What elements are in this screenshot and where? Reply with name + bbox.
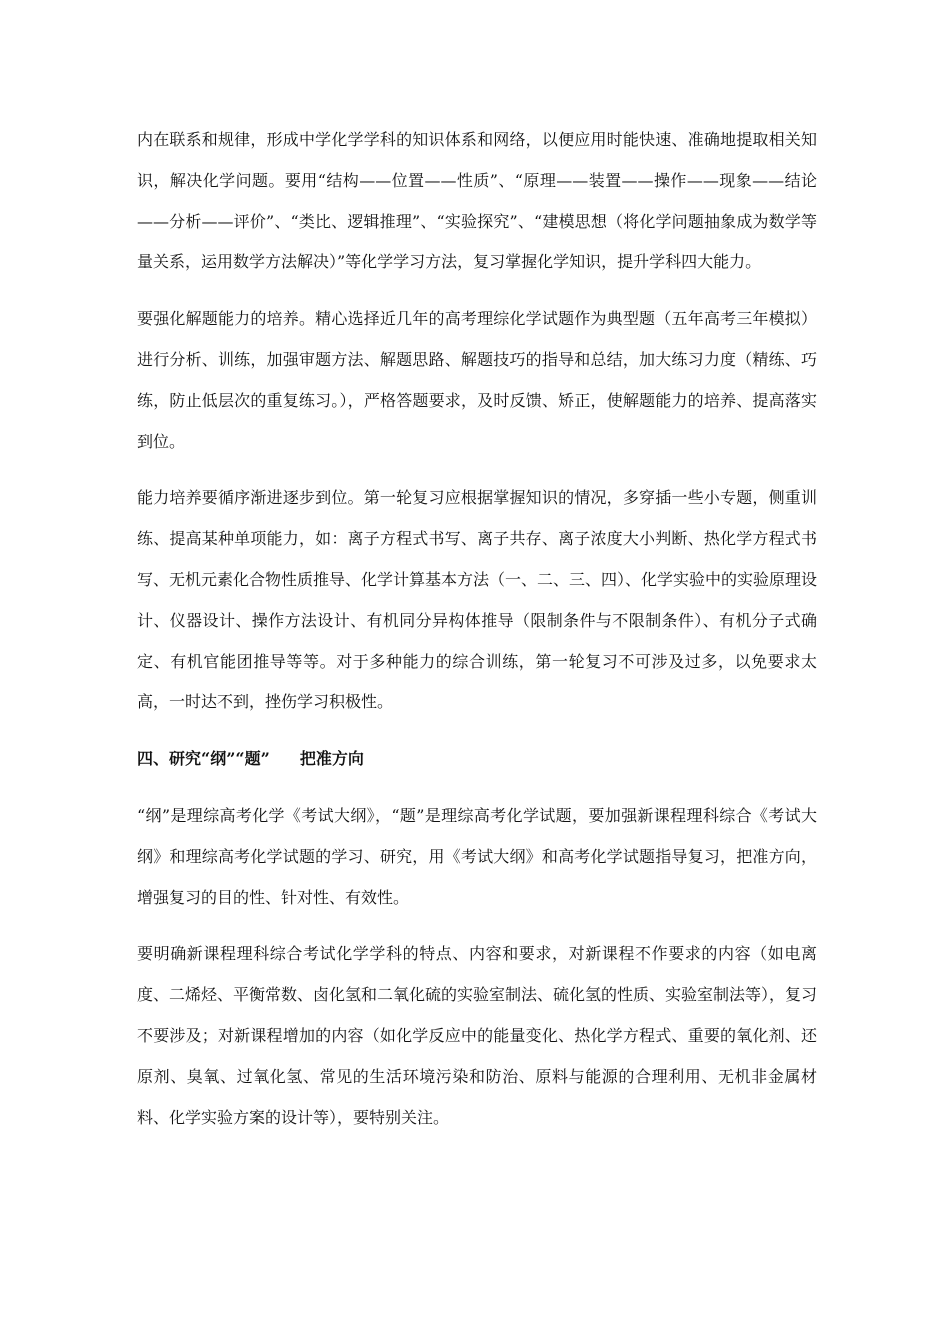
paragraph-outline-and-questions: “纲”是理综高考化学《考试大纲》，“题”是理综高考化学试题，要加强新课程理科综合《考试大纲》和理综高考化学试题的学习、研究，用《考试大纲》和高考化学试题指导复习，把准方向，增强复习的目的性、针对性、有效性。 (137, 805, 817, 907)
paragraph-knowledge-system: 内在联系和规律，形成中学化学学科的知识体系和网络，以便应用时能快速、准确地提取相关知识，解决化学问题。要用“结构——位置——性质”、“原理——装置——操作——现象——结论——分析——评价”、“类比、逻辑推理”、“实验探究”、“建模思想（将化学问题抽象成为数学等量关系，运用数学方法解决）”等化学学习方法，复习掌握化学知识，提升学科四大能力。 (137, 130, 817, 272)
section-heading (137, 739, 817, 780)
paragraph-curriculum-requirements: 要明确新课程理科综合考试化学学科的特点、内容和要求，对新课程不作要求的内容（如电离度、二烯烃、平衡常数、卤化氢和二氧化硫的实验室制法、硫化氢的性质、实验室制法等），复习不要涉及；对新课程增加的内容（如化学反应中的能量变化、热化学方程式、重要的氧化剂、还原剂、臭氧、过氧化氢、常见的生活环境污染和防治、原料与能源的合理利用、无机非金属材料、化学实验方案的设计等），要特别关注。 (137, 944, 818, 1127)
section-heading-title: 四、研究“纲”“题” (137, 749, 270, 769)
paragraph-ability-training: 能力培养要循序渐进逐步到位。第一轮复习应根据掌握知识的情况，多穿插一些小专题，侧重训练、提高某种单项能力，如：离子方程式书写、离子共存、离子浓度大小判断、热化学方程式书写、无机元素化合物性质推导、化学计算基本方法（一、二、三、四）、化学实验中的实验原理设计、仪器设计、操作方法设计、有机同分异构体推导（限制条件与不限制条件）、有机分子式确定、有机官能团推导等等。对于多种能力的综合训练，第一轮复习不可涉及过多，以免要求太高，一时达不到，挫伤学习积极性。 (137, 488, 818, 712)
section-heading-subtitle: 把准方向 (299, 749, 364, 769)
document-body (137, 120, 817, 1138)
paragraph-problem-solving: 要强化解题能力的培养。精心选择近几年的高考理综化学试题作为典型题（五年高考三年模拟）进行分析、训练，加强审题方法、解题思路、解题技巧的指导和总结，加大练习力度（精练、巧练，防止低层次的重复练习。），严格答题要求，及时反馈、矫正，使解题能力的培养、提高落实到位。 (137, 309, 817, 451)
